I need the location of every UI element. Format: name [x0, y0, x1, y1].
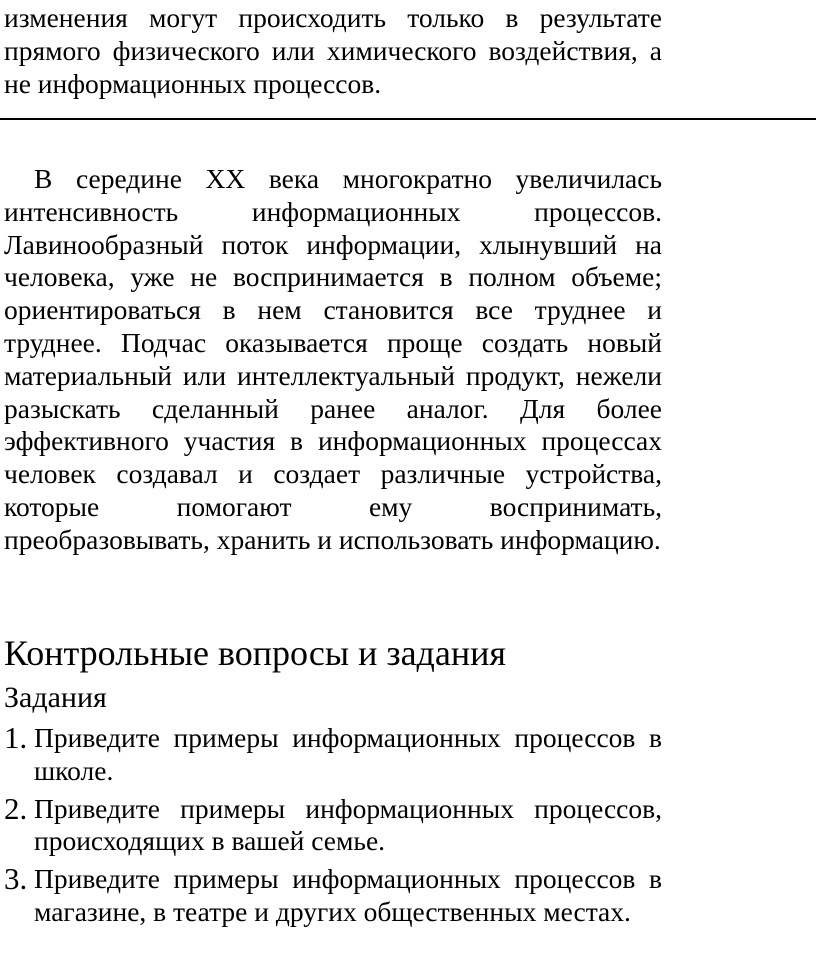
task-item-3 [4, 863, 662, 929]
task-text: Приведите примеры информационных процессов в магазине, в театре и других общественных местах. [34, 863, 662, 927]
paragraph-continued: изменения могут происходить только в результате прямого физического или химического воздействия, а не информационных процессов. [4, 2, 662, 99]
task-number: 1. [4, 720, 28, 755]
horizontal-divider [0, 118, 816, 120]
section-heading: Контрольные вопросы и задания [4, 633, 506, 673]
task-text: Приведите примеры информационных процессов, происходящих в вашей семье. [34, 792, 662, 857]
task-item-2 [4, 790, 662, 859]
task-item-1 [4, 722, 662, 788]
task-number: 3. [4, 861, 28, 897]
subsection-heading: Задания [4, 681, 107, 714]
task-list [4, 722, 662, 934]
task-text: Приведите примеры информационных процессов в школе. [34, 722, 662, 786]
paragraph-main: В середине XX века многократно увеличилась интенсивность информационных процессов. Лавинообразный поток информации, хлынувший на человека, уже не воспринимается в полном объеме; ориентироваться в нем становится все труднее и труднее. Подчас оказывается проще создать новый материальный или интеллектуальный продукт, нежели разыскать сделанный ранее аналог. Для более эффективного участия в информационных процессах человек создавал и создает различные устройства, которые помогают ему воспринимать, преобразовывать, хранить и использовать информацию. [4, 163, 662, 555]
task-number: 2. [4, 790, 28, 826]
